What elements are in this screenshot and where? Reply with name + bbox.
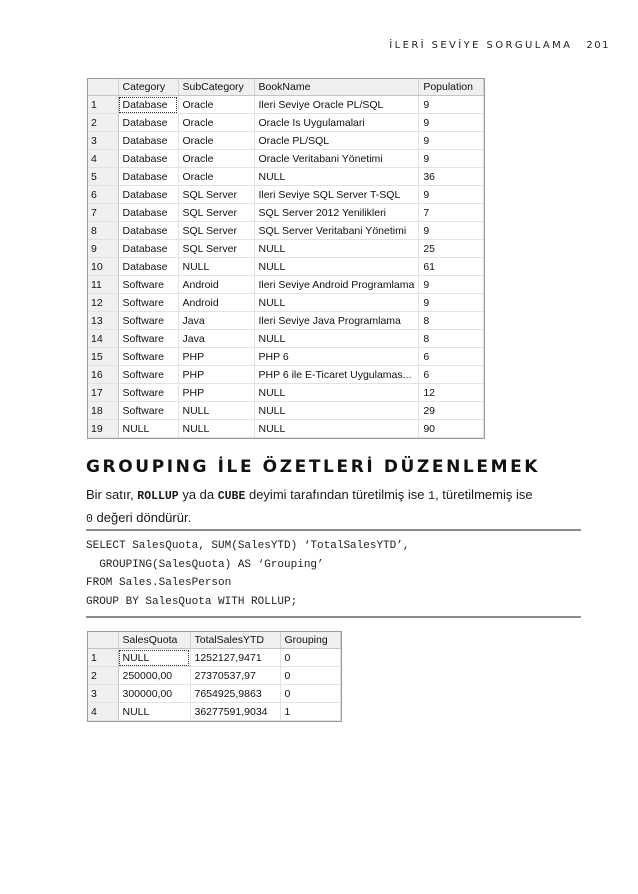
table-cell[interactable]: 36 [419, 168, 484, 186]
table-cell[interactable]: 36277591,9034 [190, 703, 280, 721]
table-cell[interactable]: Database [118, 132, 178, 150]
table-cell[interactable]: NULL [254, 258, 419, 276]
table-row [88, 402, 484, 420]
value-zero: 0 [86, 513, 93, 526]
table-row [88, 366, 484, 384]
table-cell[interactable]: 25 [419, 240, 484, 258]
table-cell[interactable]: Software [118, 294, 178, 312]
row-number[interactable]: 18 [88, 402, 118, 420]
row-number[interactable]: 4 [88, 150, 118, 168]
table-row [88, 685, 340, 703]
results-grid-rollup [87, 78, 485, 439]
table-cell[interactable]: Java [178, 312, 254, 330]
table-cell[interactable]: 9 [419, 132, 484, 150]
table-cell[interactable]: SQL Server [178, 222, 254, 240]
column-header[interactable]: SalesQuota [118, 632, 190, 649]
table-cell[interactable]: 90 [419, 420, 484, 438]
row-number[interactable]: 13 [88, 312, 118, 330]
grid-header-row [88, 79, 484, 96]
table-row [88, 294, 484, 312]
para-text: Bir satır, [86, 487, 138, 502]
table-cell[interactable]: 1 [280, 703, 340, 721]
table-cell[interactable]: Database [118, 240, 178, 258]
para-text: , türetilmemiş ise [435, 487, 533, 502]
table-cell[interactable]: Database [118, 114, 178, 132]
table-cell[interactable]: SQL Server [178, 240, 254, 258]
row-number[interactable]: 1 [88, 96, 118, 114]
section-title: GROUPING İLE ÖZETLERİ DÜZENLEMEK [86, 457, 541, 477]
row-number[interactable]: 9 [88, 240, 118, 258]
table-cell[interactable]: NULL [254, 384, 419, 402]
row-number[interactable]: 17 [88, 384, 118, 402]
value-one: 1 [428, 490, 436, 503]
table-cell[interactable]: Oracle [178, 150, 254, 168]
table-cell[interactable]: SQL Server [178, 204, 254, 222]
keyword-rollup: ROLLUP [137, 490, 179, 503]
table-cell[interactable]: 7 [419, 204, 484, 222]
row-number[interactable]: 3 [88, 132, 118, 150]
grid-header-row [88, 632, 340, 649]
table-row [88, 132, 484, 150]
table-row [88, 703, 340, 721]
grid-corner[interactable] [88, 79, 118, 96]
table-cell[interactable]: 8 [419, 312, 484, 330]
table-cell[interactable]: Software [118, 348, 178, 366]
table-cell[interactable]: 29 [419, 402, 484, 420]
table-row [88, 240, 484, 258]
table-row [88, 649, 340, 667]
table-cell[interactable]: Oracle [178, 96, 254, 114]
table-cell[interactable]: Database [118, 96, 178, 114]
grid-corner[interactable] [88, 632, 118, 649]
table-cell[interactable]: NULL [178, 258, 254, 276]
keyword-cube: CUBE [217, 490, 246, 503]
code-line: FROM Sales.SalesPerson [86, 577, 232, 589]
para-text: değeri döndürür. [92, 510, 192, 525]
table-row [88, 222, 484, 240]
results-grid-grouping [87, 631, 342, 722]
table-cell[interactable]: 12 [419, 384, 484, 402]
table-cell[interactable]: Software [118, 402, 178, 420]
table-row [88, 186, 484, 204]
column-header[interactable]: Category [118, 79, 178, 96]
table-cell[interactable]: Ileri Seviye Android Programlama [254, 276, 419, 294]
table-cell[interactable]: 9 [419, 186, 484, 204]
column-header[interactable]: Population [419, 79, 484, 96]
table-cell[interactable]: 27370537,97 [190, 667, 280, 685]
row-number[interactable]: 4 [88, 703, 118, 721]
table-row [88, 330, 484, 348]
table-cell[interactable]: 9 [419, 150, 484, 168]
row-number[interactable]: 6 [88, 186, 118, 204]
column-header[interactable]: BookName [254, 79, 419, 96]
table-cell[interactable]: NULL [118, 420, 178, 438]
table-row [88, 384, 484, 402]
row-number[interactable]: 8 [88, 222, 118, 240]
table-cell[interactable]: Ileri Seviye Java Programlama [254, 312, 419, 330]
table-cell[interactable]: Database [118, 222, 178, 240]
row-number[interactable]: 19 [88, 420, 118, 438]
table-cell[interactable]: Oracle Is Uygulamalari [254, 114, 419, 132]
table-cell[interactable]: Java [178, 330, 254, 348]
code-line: SELECT SalesQuota, SUM(SalesYTD) ‘TotalSalesYTD’, [86, 540, 410, 552]
table-row [88, 96, 484, 114]
results-table [88, 632, 341, 721]
table-cell[interactable]: Software [118, 366, 178, 384]
table-cell[interactable]: NULL [254, 168, 419, 186]
table-row [88, 667, 340, 685]
table-row [88, 258, 484, 276]
table-row [88, 204, 484, 222]
table-cell[interactable]: 8 [419, 330, 484, 348]
table-cell[interactable]: Android [178, 276, 254, 294]
table-cell[interactable]: 9 [419, 276, 484, 294]
table-cell[interactable]: 9 [419, 294, 484, 312]
table-cell[interactable]: 9 [419, 222, 484, 240]
table-cell[interactable]: Database [118, 168, 178, 186]
table-cell[interactable]: Database [118, 204, 178, 222]
table-cell[interactable]: PHP [178, 366, 254, 384]
table-cell[interactable]: Ileri Seviye Oracle PL/SQL [254, 96, 419, 114]
table-cell[interactable]: NULL [254, 330, 419, 348]
table-cell[interactable]: Software [118, 312, 178, 330]
table-cell[interactable]: Oracle [178, 168, 254, 186]
table-cell[interactable]: NULL [118, 703, 190, 721]
row-number[interactable]: 7 [88, 204, 118, 222]
table-cell[interactable]: Database [118, 150, 178, 168]
page-number: 201 [586, 40, 610, 51]
table-cell[interactable]: Software [118, 384, 178, 402]
row-number[interactable]: 15 [88, 348, 118, 366]
row-number[interactable]: 14 [88, 330, 118, 348]
table-cell[interactable]: 0 [280, 667, 340, 685]
table-cell[interactable]: Ileri Seviye SQL Server T-SQL [254, 186, 419, 204]
row-number[interactable]: 1 [88, 649, 118, 667]
row-number[interactable]: 2 [88, 114, 118, 132]
table-cell[interactable]: Oracle Veritabani Yönetimi [254, 150, 419, 168]
table-cell[interactable]: SQL Server 2012 Yenilikleri [254, 204, 419, 222]
table-row [88, 312, 484, 330]
table-cell[interactable]: 0 [280, 649, 340, 667]
table-cell[interactable]: 6 [419, 348, 484, 366]
code-rule-bottom [86, 616, 581, 618]
column-header[interactable]: TotalSalesYTD [190, 632, 280, 649]
table-cell[interactable]: SQL Server Veritabani Yönetimi [254, 222, 419, 240]
table-cell[interactable]: PHP [178, 384, 254, 402]
table-cell[interactable]: NULL [178, 402, 254, 420]
table-cell[interactable]: 7654925,9863 [190, 685, 280, 703]
table-cell[interactable]: NULL [254, 294, 419, 312]
code-block [86, 537, 409, 611]
code-rule-top [86, 529, 581, 531]
row-number[interactable]: 5 [88, 168, 118, 186]
table-cell[interactable]: NULL [118, 649, 190, 667]
table-row [88, 420, 484, 438]
table-row [88, 114, 484, 132]
table-cell[interactable]: Database [118, 186, 178, 204]
row-number[interactable]: 2 [88, 667, 118, 685]
table-cell[interactable]: Oracle [178, 132, 254, 150]
table-cell[interactable]: 61 [419, 258, 484, 276]
table-row [88, 348, 484, 366]
table-cell[interactable]: NULL [254, 240, 419, 258]
row-number[interactable]: 16 [88, 366, 118, 384]
table-cell[interactable]: NULL [254, 420, 419, 438]
table-row [88, 276, 484, 294]
table-cell[interactable]: PHP 6 ile E-Ticaret Uygulamas... [254, 366, 419, 384]
table-cell[interactable]: 0 [280, 685, 340, 703]
results-table [88, 79, 484, 438]
table-cell[interactable]: 9 [419, 114, 484, 132]
table-cell[interactable]: 300000,00 [118, 685, 190, 703]
column-header[interactable]: SubCategory [178, 79, 254, 96]
table-cell[interactable]: Database [118, 258, 178, 276]
row-number[interactable]: 10 [88, 258, 118, 276]
running-header [0, 40, 610, 51]
code-line: GROUPING(SalesQuota) AS ‘Grouping’ [86, 558, 324, 571]
row-number[interactable]: 11 [88, 276, 118, 294]
table-cell[interactable]: SQL Server [178, 186, 254, 204]
table-cell[interactable]: Android [178, 294, 254, 312]
table-cell[interactable]: Oracle PL/SQL [254, 132, 419, 150]
table-cell[interactable]: PHP [178, 348, 254, 366]
table-cell[interactable]: Software [118, 276, 178, 294]
table-cell[interactable]: PHP 6 [254, 348, 419, 366]
code-line: GROUP BY SalesQuota WITH ROLLUP; [86, 595, 298, 608]
row-number[interactable]: 12 [88, 294, 118, 312]
table-cell[interactable]: 1252127,9471 [190, 649, 280, 667]
table-cell[interactable]: NULL [178, 420, 254, 438]
section-paragraph [86, 484, 586, 530]
para-text: deyimi tarafından türetilmiş ise [245, 487, 429, 502]
table-row [88, 150, 484, 168]
table-cell[interactable]: Software [118, 330, 178, 348]
running-header-title: İLERİ SEVİYE SORGULAMA [389, 40, 573, 51]
table-cell[interactable]: 9 [419, 96, 484, 114]
table-cell[interactable]: 250000,00 [118, 667, 190, 685]
table-row [88, 168, 484, 186]
row-number[interactable]: 3 [88, 685, 118, 703]
para-text: ya da [178, 487, 218, 502]
table-cell[interactable]: Oracle [178, 114, 254, 132]
table-cell[interactable]: NULL [254, 402, 419, 420]
column-header[interactable]: Grouping [280, 632, 340, 649]
table-cell[interactable]: 6 [419, 366, 484, 384]
